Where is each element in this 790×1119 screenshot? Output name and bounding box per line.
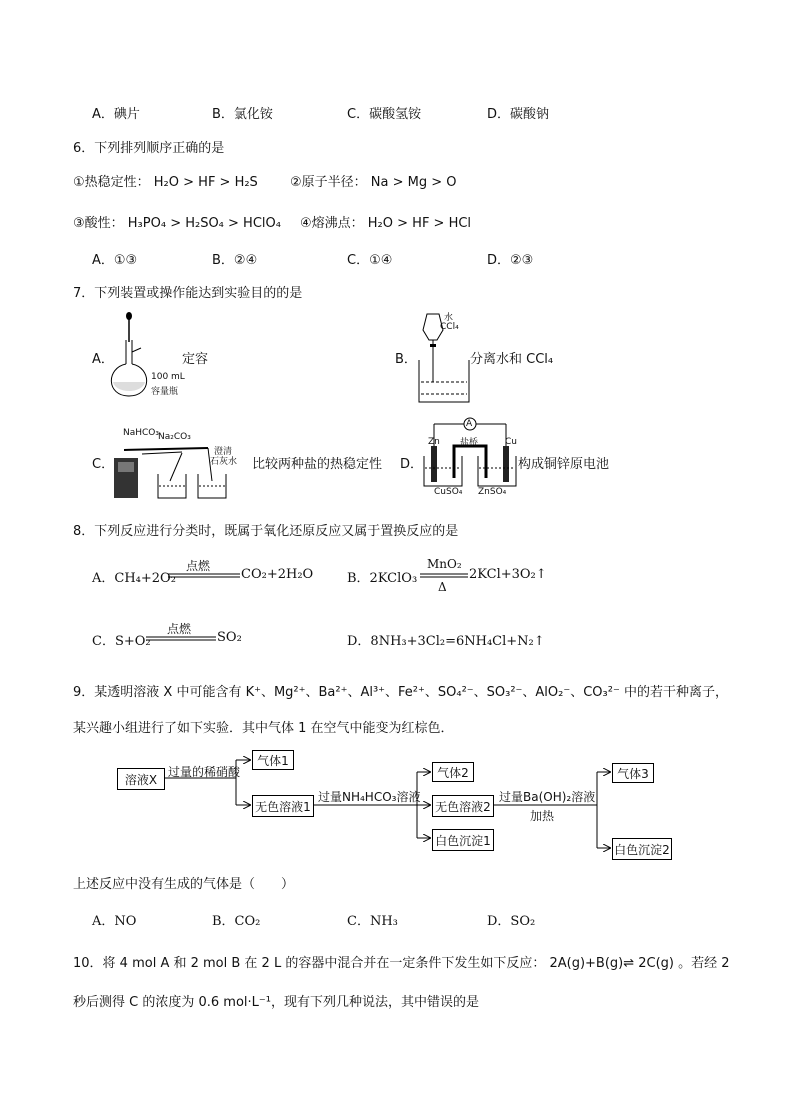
q5-option-d: D．碳酸钠 (487, 107, 550, 122)
q6-item-2: ②原子半径： Na > Mg > O (290, 175, 457, 190)
flow-gas-2: 气体2 (432, 762, 474, 782)
q8-stem: 8．下列反应进行分类时，既属于氧化还原反应又属于置换反应的是 (73, 524, 459, 539)
q8-a-left: A．CH₄+2O₂ (92, 571, 176, 586)
q7-d-cuso4-label: CuSO₄ (434, 487, 463, 497)
flow-white-precipitate-1: 白色沉淀1 (432, 829, 494, 851)
q5-option-b: B．氯化铵 (212, 107, 273, 122)
q8-c-condition: 点燃 (167, 622, 192, 636)
q5-option-c: C．碳酸氢铵 (347, 107, 422, 122)
q10-line-2: 秒后测得 C 的浓度为 0.6 mol·L⁻¹，现有下列几种说法，其中错误的是 (73, 995, 479, 1010)
q9-option-b: B．CO₂ (212, 914, 261, 929)
q9-option-c: C．NH₃ (347, 914, 398, 929)
q7-a-letter: A． (92, 352, 114, 367)
flow-solution-x: 溶液X (117, 768, 165, 790)
q7-d-text: 构成铜锌原电池 (518, 457, 610, 472)
q7-c-text: 比较两种盐的热稳定性 (252, 457, 383, 472)
q8-b-condition-bottom: Δ (438, 580, 447, 594)
q7-c-nahco3-label: NaHCO₃ (123, 428, 159, 438)
q8-a-condition: 点燃 (186, 559, 211, 573)
q7-a-flask-label-2: 容量瓶 (151, 387, 179, 397)
q7-stem: 7．下列装置或操作能达到实验目的的是 (73, 286, 303, 301)
q9-option-d: D．SO₂ (487, 914, 536, 929)
q10-line-1: 10．将 4 mol A 和 2 mol B 在 2 L 的容器中混合并在一定条件下发生如下反应： 2A(g)+B(g)⇌ 2C(g) 。若经 2 (73, 956, 730, 971)
q7-c-na2co3-label: Na₂CO₃ (158, 432, 191, 442)
q7-b-ccl4-label: CCl₄ (440, 322, 459, 332)
q8-b-right: 2KCl+3O₂↑ (469, 567, 547, 582)
q7-d-bridge-label: 盐桥 (460, 438, 479, 448)
q6-option-d: D．②③ (487, 253, 534, 268)
q5-option-a: A．碘片 (92, 107, 140, 122)
q7-d-meter-label: A (466, 419, 473, 429)
q6-option-c: C．①④ (347, 253, 393, 268)
q7-d-zn-label: Zn (428, 437, 440, 447)
q7-b-text: 分离水和 CCl₄ (470, 352, 554, 367)
q7-c-letter: C． (92, 457, 115, 472)
q7-d-znso4-label: ZnSO₄ (478, 487, 507, 497)
flow-colorless-solution-2: 无色溶液2 (432, 795, 494, 817)
q6-stem: 6．下列排列顺序正确的是 (73, 141, 225, 156)
q9-question: 上述反应中没有生成的气体是（ ） (73, 877, 295, 892)
q7-d-cu-label: Cu (505, 437, 517, 447)
q6-item-3: ③酸性： H₃PO₄ > H₂SO₄ > HClO₄ (73, 216, 281, 231)
q8-b-condition-top: MnO₂ (427, 557, 462, 571)
q6-option-a: A．①③ (92, 253, 138, 268)
q7-b-water-label: 水 (444, 313, 454, 323)
q9-stem-line-2: 某兴趣小组进行了如下实验．其中气体 1 在空气中能变为红棕色． (73, 721, 454, 736)
q7-c-lime-label-1: 澄清 (214, 447, 233, 457)
q8-a-right: CO₂+2H₂O (241, 567, 314, 582)
flow-step-2-label: 过量NH₄HCO₃溶液 (318, 790, 421, 804)
flow-step-1-label: 过量的稀硝酸 (168, 765, 241, 779)
q7-c-lime-label-2: 石灰水 (210, 457, 238, 467)
flow-colorless-solution-1: 无色溶液1 (252, 795, 314, 817)
q8-d-text: D．8NH₃+3Cl₂=6NH₄Cl+N₂↑ (347, 634, 545, 649)
q6-item-4: ④熔沸点： H₂O > HF > HCl (300, 216, 472, 231)
q6-item-1: ①热稳定性： H₂O > HF > H₂S (73, 175, 258, 190)
q7-b-letter: B． (395, 352, 417, 367)
flow-step-3-bottom-label: 加热 (530, 809, 555, 823)
flow-step-3-top-label: 过量Ba(OH)₂溶液 (499, 790, 596, 804)
flow-gas-3: 气体3 (612, 763, 654, 783)
q9-option-a: A．NO (92, 914, 137, 929)
flow-white-precipitate-2: 白色沉淀2 (612, 838, 672, 860)
q7-a-flask-label: 100 mL (151, 372, 185, 382)
flow-gas-1: 气体1 (252, 750, 294, 770)
q9-stem-line-1: 9．某透明溶液 X 中可能含有 K⁺、Mg²⁺、Ba²⁺、Al³⁺、Fe²⁺、SO₄²⁻、SO₃²⁻、AlO₂⁻、CO₃²⁻ 中的若干种离子， (73, 685, 728, 700)
q7-a-text: 定容 (182, 352, 209, 367)
q8-c-left: C．S+O₂ (92, 634, 151, 649)
q8-b-left: B．2KClO₃ (347, 571, 418, 586)
q8-c-right: SO₂ (217, 630, 242, 645)
q6-option-b: B．②④ (212, 253, 258, 268)
q7-d-letter: D． (400, 457, 424, 472)
